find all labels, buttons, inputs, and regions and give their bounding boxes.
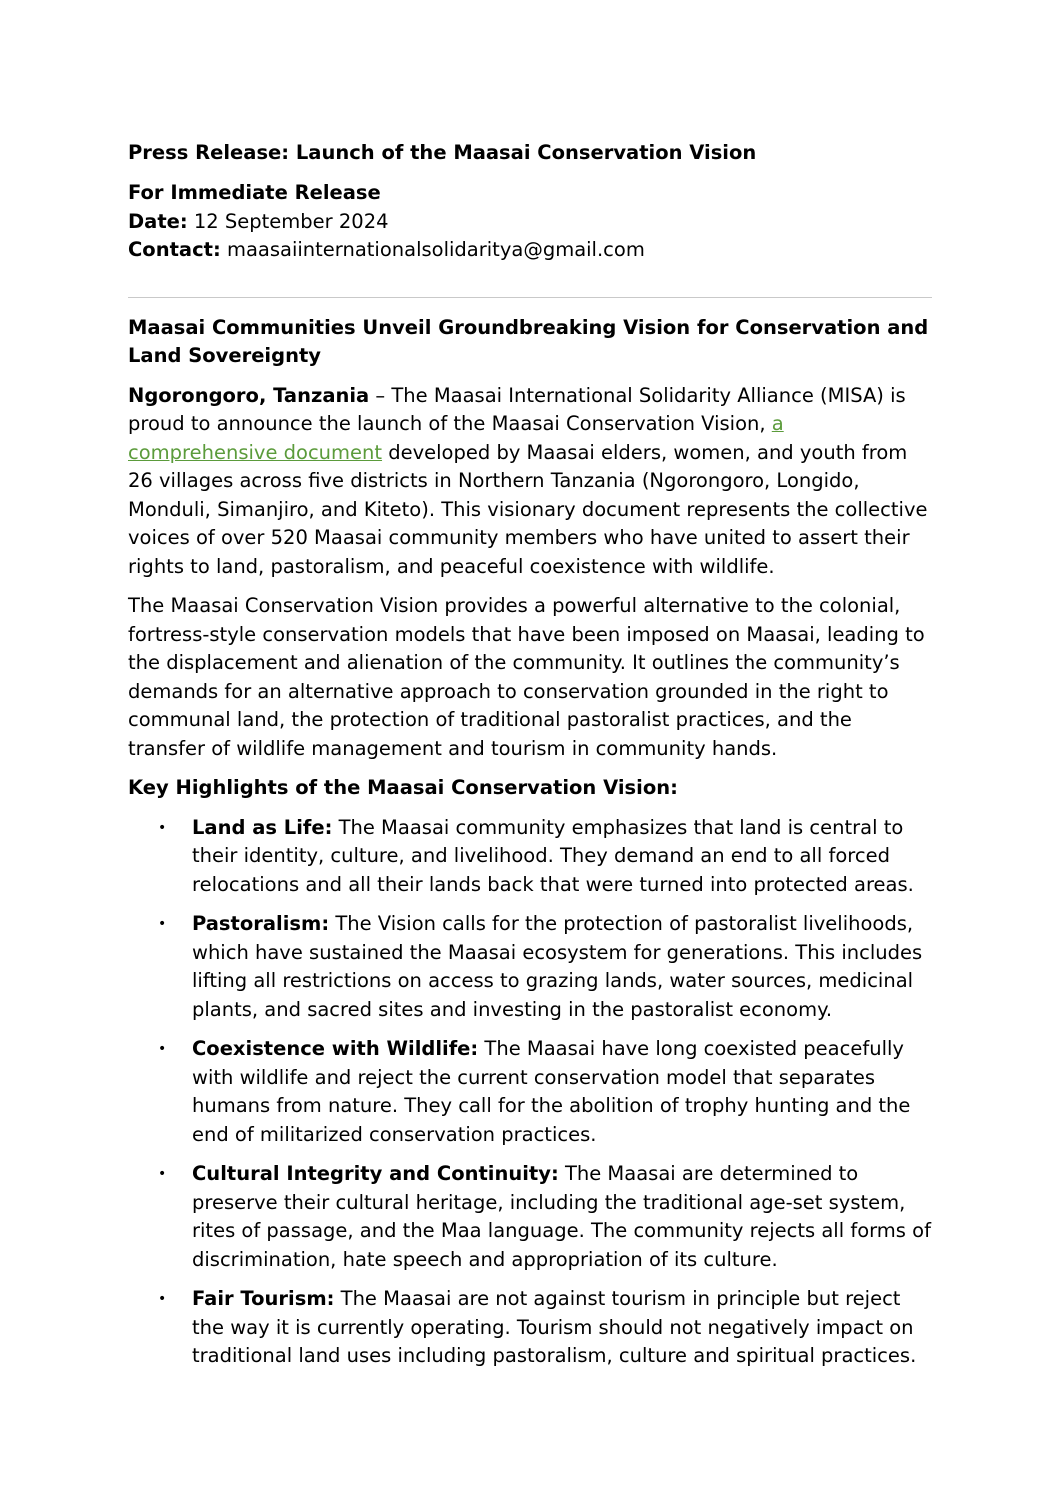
- release-line: For Immediate Release: [128, 181, 381, 204]
- bullet-icon: •: [158, 1166, 167, 1182]
- intro-paragraph: [128, 382, 932, 582]
- horizontal-divider: [128, 297, 932, 298]
- highlight-text: The Maasai community emphasizes that land is central to their identity, culture, and livelihood. They demand an end to all forced relocations and all their lands back that were turned into protected areas.: [192, 815, 914, 896]
- highlight-pastoralism: [128, 910, 932, 1024]
- bullet-icon: •: [158, 916, 167, 932]
- intro-text-after-link: developed by Maasai elders, women, and youth from 26 villages across five districts in Northern Tanzania (Ngorongoro, Longido, Monduli, Simanjiro, and Kiteto). This visionary document represents the collective voices of over 520 Maasai community members who have united to assert their rights to land, pastoralism, and peaceful coexistence with wildlife.: [128, 440, 928, 578]
- dateline-location: Ngorongoro, Tanzania: [128, 383, 370, 407]
- highlight-text: The Vision calls for the protection of pastoralist livelihoods, which have sustained the Maasai ecosystem for generations. This includes lifting all restrictions on access to grazing lands, water sources, medicinal plants, and sacred sites and investing in the pastoralist economy.: [192, 912, 923, 1021]
- contact-label: Contact:: [128, 238, 221, 261]
- release-meta: [128, 179, 932, 265]
- highlight-label: Land as Life:: [192, 815, 333, 839]
- highlight-label: Fair Tourism:: [192, 1287, 335, 1310]
- bullet-icon: •: [158, 1041, 167, 1057]
- highlight-label: Cultural Integrity and Continuity:: [192, 1162, 559, 1185]
- bullet-icon: •: [158, 1291, 167, 1307]
- highlights-heading: Key Highlights of the Maasai Conservation Vision:: [128, 776, 678, 799]
- headline: Maasai Communities Unveil Groundbreaking Vision for Conservation and Land Sovereignty: [128, 315, 929, 367]
- highlight-label: Coexistence with Wildlife:: [192, 1037, 479, 1060]
- highlight-coexistence-with-wildlife: [128, 1035, 932, 1149]
- highlight-cultural-integrity: [128, 1160, 932, 1274]
- intro-text-before-link: – The Maasai International Solidarity Alliance (MISA) is proud to announce the launch of the Maasai Conservation Vision,: [128, 383, 906, 435]
- vision-paragraph: The Maasai Conservation Vision provides a powerful alternative to the colonial, fortress-style conservation models that have been imposed on Maasai, leading to the displacement and alienation of the community. It outlines the community’s demands for an alternative approach to conservation grounded in the right to communal land, the protection of traditional pastoralist practices, and the transfer of wildlife management and tourism in community hands.: [128, 594, 925, 760]
- date-label: Date:: [128, 209, 188, 233]
- date-value: 12 September 2024: [187, 209, 389, 233]
- highlight-text: The Maasai are not against tourism in principle but reject the way it is currently operating. Tourism should not negatively impact on traditional land uses including pastoralism, culture and spiritual practices.: [192, 1287, 917, 1367]
- bullet-icon: •: [158, 819, 167, 836]
- highlight-land-as-life: [128, 814, 932, 900]
- document-title: Press Release: Launch of the Maasai Conservation Vision: [128, 141, 757, 164]
- comprehensive-document-link[interactable]: a comprehensive document: [128, 412, 784, 464]
- highlight-fair-tourism: [128, 1285, 932, 1371]
- contact-line: [128, 236, 932, 265]
- highlight-text: The Maasai are determined to preserve their cultural heritage, including the traditional age-set system, rites of passage, and the Maa language. The community rejects all forms of discrimination, hate speech and appropriation of its culture.: [192, 1162, 931, 1271]
- highlights-list: [128, 814, 932, 1371]
- contact-email: maasaiinternationalsolidaritya@gmail.com: [220, 238, 645, 261]
- highlight-text: The Maasai have long coexisted peacefully with wildlife and reject the current conservation model that separates humans from nature. They call for the abolition of trophy hunting and the end of militarized conservation practices.: [192, 1037, 911, 1146]
- date-line: [128, 208, 932, 237]
- highlight-label: Pastoralism:: [192, 912, 330, 935]
- press-release-page: [128, 140, 932, 1382]
